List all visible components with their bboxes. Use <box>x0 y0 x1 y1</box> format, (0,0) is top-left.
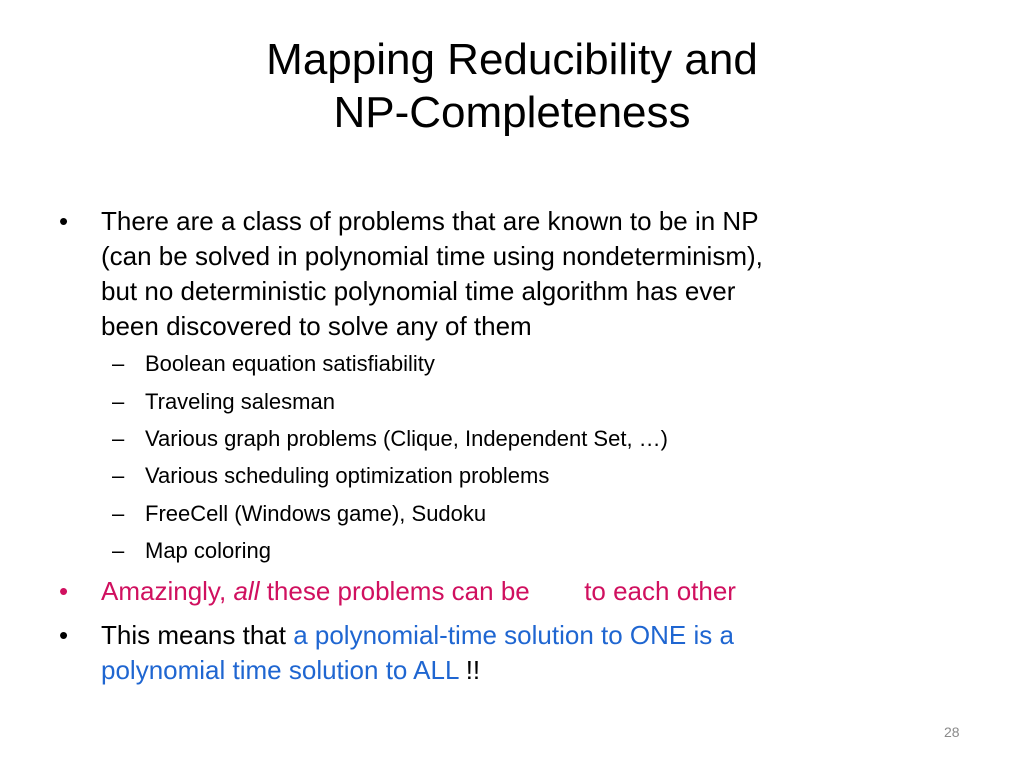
bullet1-line-4: been discovered to solve any of them <box>101 311 532 341</box>
bullet-marker: • <box>59 206 69 236</box>
sub-item-label: Boolean equation satisfiability <box>145 351 435 376</box>
bullet-marker: • <box>59 620 69 650</box>
sub-item-map-coloring <box>112 536 271 566</box>
sub-item-label: Various scheduling optimization problems <box>145 463 550 488</box>
slide-title <box>0 33 1024 139</box>
sub-marker: – <box>112 351 125 376</box>
bullet3-suffix: !! <box>458 655 481 685</box>
sub-item-traveling-salesman <box>112 387 335 417</box>
sub-item-label: Traveling salesman <box>145 389 335 414</box>
sub-item-graph-problems <box>112 424 668 454</box>
bullet-marker: • <box>59 576 69 606</box>
sub-marker: – <box>112 389 125 414</box>
bullet2-part-2: these problems can be <box>259 576 537 606</box>
bullet3-highlight-2: polynomial time solution to ALL <box>101 655 459 685</box>
bullet2-emphasis: all <box>233 576 260 606</box>
bullet1-line-3: but no deterministic polynomial time algorithm has ever <box>101 276 736 306</box>
bullet2-part-3: to each other <box>576 576 736 606</box>
sub-marker: – <box>112 463 125 488</box>
bullet-amazingly <box>59 574 961 609</box>
bullet3-prefix: This means that <box>101 620 294 650</box>
sub-item-label: Various graph problems (Clique, Independent Set, …) <box>145 426 668 451</box>
bullet1-line-2: (can be solved in polynomial time using nondeterminism), <box>101 241 763 271</box>
title-line-2: NP-Completeness <box>333 88 691 137</box>
bullet3-line-2 <box>101 653 961 688</box>
bullet1-line-1: There are a class of problems that are known to be in NP <box>101 206 759 236</box>
sub-marker: – <box>112 538 125 563</box>
page-number: 28 <box>944 724 960 740</box>
sub-marker: – <box>112 501 125 526</box>
bullet-np-problems <box>59 204 961 344</box>
sub-item-scheduling <box>112 461 550 491</box>
bullet-this-means <box>59 618 961 688</box>
bullet2-part-1: Amazingly, <box>101 576 234 606</box>
sub-item-freecell-sudoku <box>112 499 487 529</box>
bullet3-line-1 <box>101 618 961 653</box>
sub-item-label: Map coloring <box>145 538 271 563</box>
bullet3-highlight-1: a polynomial-time solution to ONE is a <box>293 620 734 650</box>
sub-marker: – <box>112 426 125 451</box>
sub-item-label: FreeCell (Windows game), Sudoku <box>145 501 487 526</box>
title-line-1: Mapping Reducibility and <box>266 35 758 84</box>
sub-item-boolean-sat <box>112 349 435 379</box>
